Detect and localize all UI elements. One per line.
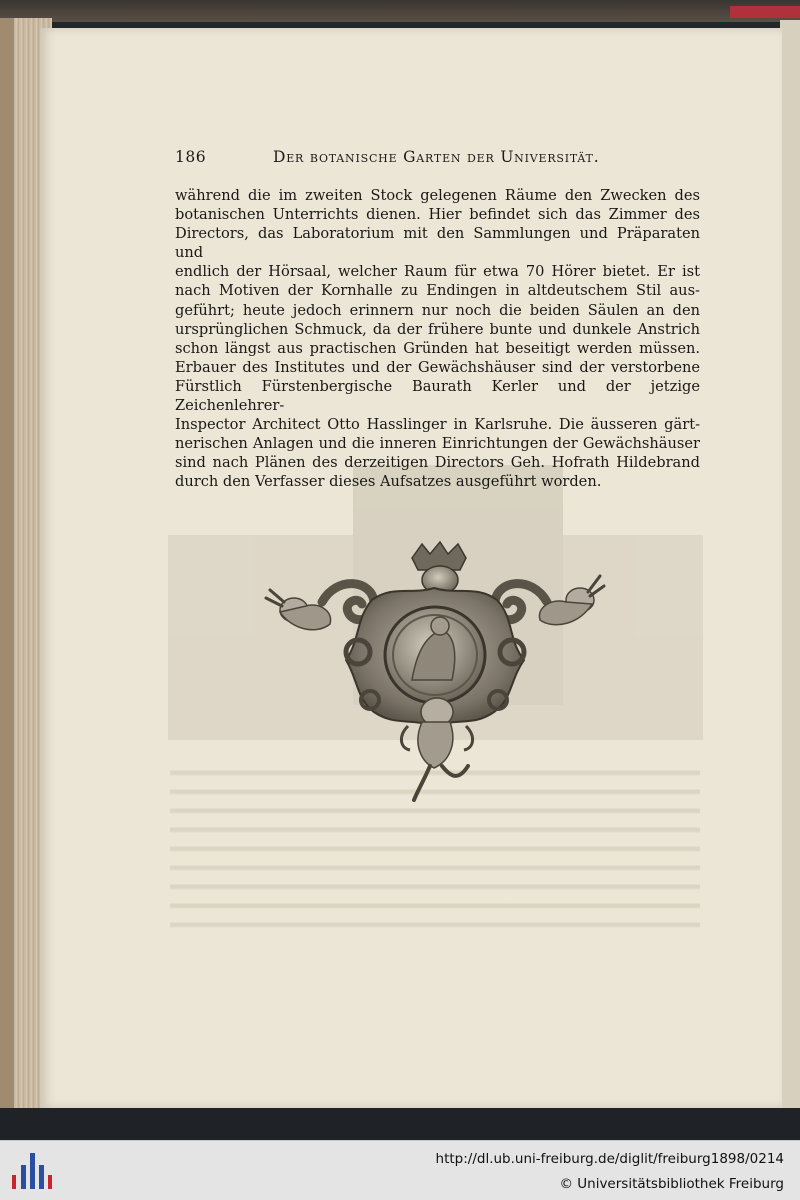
page-number: 186 [175,148,207,166]
baroque-cartouche-ornament [262,540,607,805]
text-line: nerischen Anlagen und die inneren Einrichtungen der Gewächshäuser [175,435,700,453]
text-line: geführt; heute jedoch erinnern nur noch die beiden Säulen an den [175,301,700,319]
text-line: botanischen Unterrichts dienen. Hier befindet sich das Zimmer des [175,206,700,224]
text-line: endlich der Hörsaal, welcher Raum für etwa 70 Hörer bietet. Er ist [175,263,700,281]
text-line: Fürstlich Fürstenbergische Baurath Kerler und der jetzige Zeichenlehrer- [175,377,700,415]
ub-freiburg-logo-icon[interactable] [12,1151,52,1191]
running-title: Der botanische Garten der Universität. [273,148,600,166]
text-line: während die im zweiten Stock gelegenen Räume den Zwecken des [175,187,700,204]
text-line: ursprünglichen Schmuck, da der frühere bunte und dunkele Anstrich [175,320,700,338]
text-line: durch den Verfasser dieses Aufsatzes ausgeführt worden. [175,473,602,491]
footer-copyright: © Universitätsbibliothek Freiburg [559,1176,784,1192]
text-line: Inspector Architect Otto Hasslinger in Karlsruhe. Die äusseren gärt- [175,416,700,434]
scanner-bed [0,1108,800,1140]
text-line: schon längst aus practischen Gründen hat beseitigt werden müssen. [175,339,700,357]
text-line: sind nach Plänen des derzeitigen Directors Geh. Hofrath Hildebrand [175,454,700,472]
text-line: Directors, das Laboratorium mit den Sammlungen und Präparaten und [175,225,700,262]
running-head [175,148,710,170]
text-line: nach Motiven der Kornhalle zu Endingen in altdeutschem Stil aus- [175,282,700,300]
page-stack-shadow [0,18,14,1108]
book-top-edge [0,0,800,22]
facing-page-edge [780,20,800,1110]
footer-permalink[interactable]: http://dl.ub.uni-freiburg.de/diglit/freiburg1898/0214 [435,1151,784,1167]
bookmark-ribbon [730,6,800,18]
viewer-footer [0,1140,800,1200]
text-line: Erbauer des Institutes und der Gewächshäuser sind der verstorbene [175,358,700,376]
body-text [175,186,700,492]
